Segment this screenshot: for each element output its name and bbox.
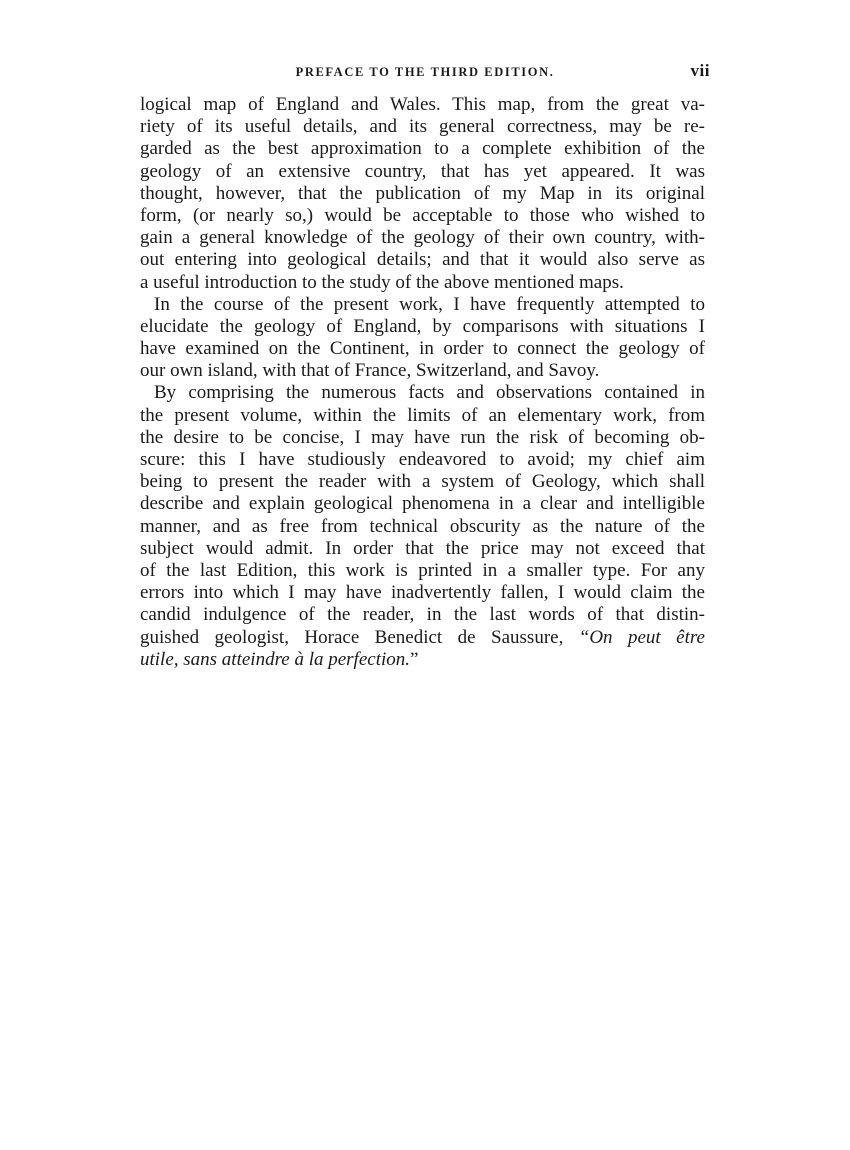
page-number: vii [690, 61, 710, 80]
text-line: By comprising the numerous facts and observations contained in [154, 382, 705, 404]
running-head [140, 60, 710, 84]
french-quote-start: “On peut être [578, 626, 705, 648]
text-line: errors into which I may have inadvertently fallen, I would claim the [140, 582, 705, 604]
text-line: candid indulgence of the reader, in the last words of that distin- [140, 604, 705, 626]
text-line: our own island, with that of France, Switzerland, and Savoy. [140, 360, 600, 382]
text-line: form, (or nearly so,) would be acceptable to those who wished to [140, 204, 705, 226]
text-line: gain a general knowledge of the geology of their own country, with- [140, 227, 705, 249]
text-line: logical map of England and Wales. This map, from the great va- [140, 94, 705, 115]
text-line: elucidate the geology of England, by comparisons with situations I [140, 315, 705, 337]
text-line: out entering into geological details; and that it would also serve as [140, 249, 705, 271]
text-line: the desire to be concise, I may have run the risk of becoming ob- [140, 426, 705, 448]
text-line: riety of its useful details, and its general correctness, may be re- [140, 116, 705, 138]
paragraph-1 [140, 94, 705, 294]
french-quote-end: utile, sans atteindre à la perfection. [140, 648, 411, 670]
text-line: of the last Edition, this work is printed in a smaller type. For any [140, 559, 705, 581]
text-line: being to present the reader with a system of Geology, which shall [140, 471, 705, 493]
closing-quote: ” [410, 648, 419, 670]
running-title: PREFACE TO THE THIRD EDITION. [295, 65, 555, 79]
text-line-final [140, 649, 705, 671]
text-line: describe and explain geological phenomena in a clear and intelligible [140, 493, 705, 515]
text-line: manner, and as free from technical obscurity as the nature of the [140, 515, 705, 537]
body-text [140, 94, 705, 671]
text-line-with-quote [140, 627, 705, 649]
text-line: thought, however, that the publication of my Map in its original [140, 182, 705, 204]
text-line: have examined on the Continent, in order to connect the geology of [140, 338, 705, 360]
text-segment: guished geologist, Horace Benedict de Saussure, [140, 626, 579, 648]
text-line: scure: this I have studiously endeavored to avoid; my chief aim [140, 449, 705, 470]
text-line: the present volume, within the limits of an elementary work, from [140, 404, 705, 426]
text-line: geology of an extensive country, that has yet appeared. It was [140, 160, 705, 182]
paragraph-2 [140, 294, 705, 383]
paragraph-3 [140, 382, 705, 670]
text-line: garded as the best approximation to a complete exhibition of the [140, 138, 705, 160]
text-line: In the course of the present work, I have frequently attempted to [154, 293, 705, 315]
text-line: a useful introduction to the study of the above mentioned maps. [140, 271, 624, 293]
text-line: subject would admit. In order that the price may not exceed that [140, 537, 705, 559]
